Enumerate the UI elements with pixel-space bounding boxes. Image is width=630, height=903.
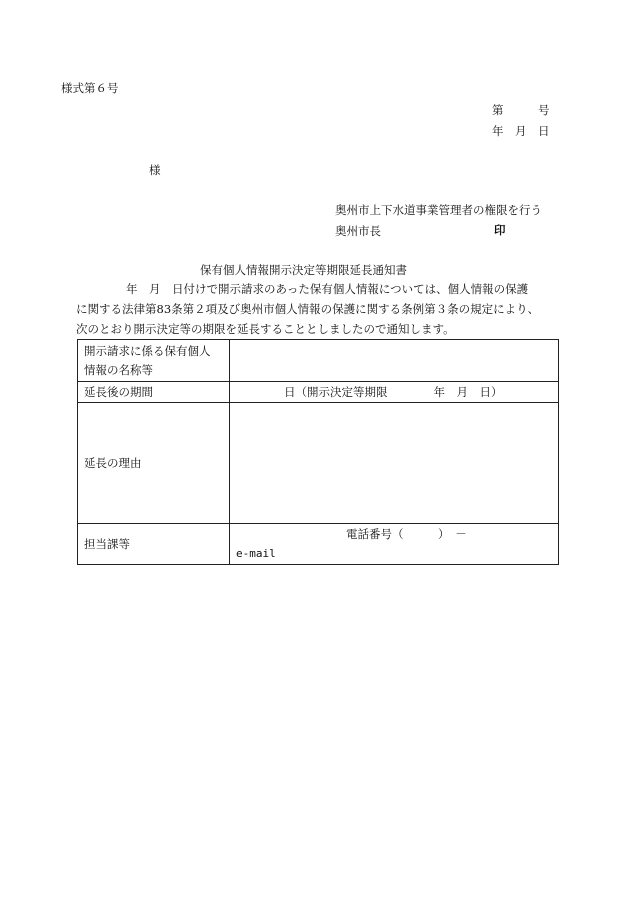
email-field: e-mail	[236, 547, 276, 560]
table-row	[78, 382, 559, 403]
document-title: 保有個人情報開示決定等期限延長通知書	[200, 263, 407, 277]
contact-section-value[interactable]	[230, 524, 559, 565]
request-name-value[interactable]	[230, 340, 559, 382]
phone-number-field: 電話番号（ ） －	[346, 527, 467, 541]
table-row	[78, 340, 559, 382]
document-date: 年 月 日	[492, 124, 550, 138]
form-table	[77, 339, 559, 565]
body-line-1: 年 月 日付けで開示請求のあった保有個人情報については、個人情報の保護	[126, 282, 529, 296]
request-name-label	[78, 340, 230, 382]
form-number: 様式第６号	[61, 81, 119, 95]
seal-mark: 印	[494, 223, 506, 237]
request-name-label-line-1: 開示請求に係る保有個人	[84, 343, 211, 358]
body-line-2: に関する法律第83条第２項及び奥州市個人情報の保護に関する条例第３条の規定により、	[76, 302, 540, 316]
recipient-suffix: 様	[149, 163, 161, 177]
request-name-label-line-2: 情報の名称等	[84, 362, 153, 377]
table-row	[78, 403, 559, 524]
table-row	[78, 524, 559, 565]
extended-period-value[interactable]: 日（開示決定等期限 年 月 日）	[230, 382, 559, 403]
contact-section-label: 担当課等	[78, 524, 230, 565]
issuer-line-1: 奥州市上下水道事業管理者の権限を行う	[335, 203, 542, 217]
extended-period-label: 延長後の期間	[78, 382, 230, 403]
body-line-3: 次のとおり開示決定等の期限を延長することとしましたので通知します。	[76, 322, 455, 336]
issuer-line-2: 奥州市長	[335, 224, 381, 238]
document-number: 第 号	[492, 103, 550, 117]
extension-reason-label: 延長の理由	[78, 403, 230, 524]
extension-reason-value[interactable]	[230, 403, 559, 524]
